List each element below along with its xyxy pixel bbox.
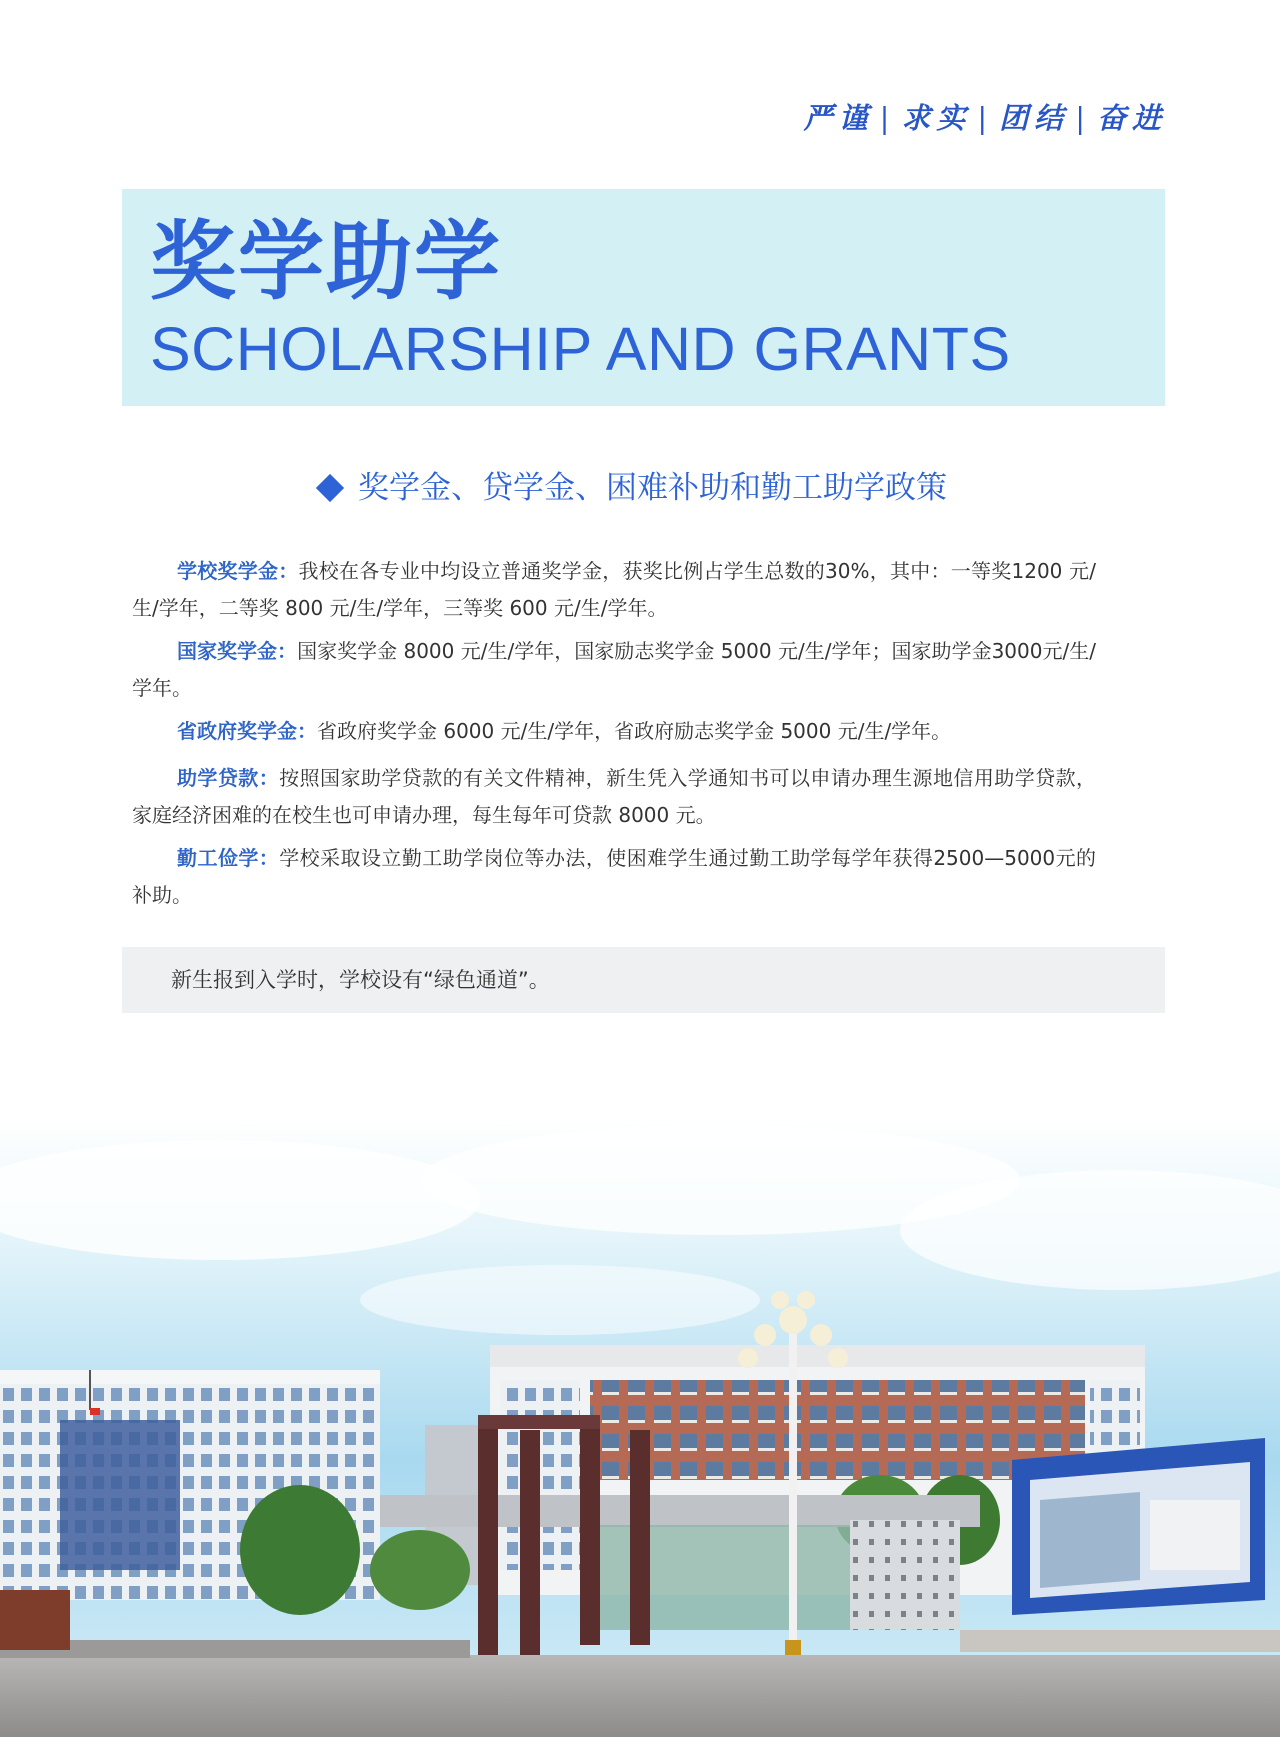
notice-text: 新生报到入学时，学校设有“绿色通道”。 (171, 968, 550, 992)
policy-label: 国家奖学金： (177, 639, 298, 663)
policy-paragraph (132, 760, 1096, 834)
campus-illustration (0, 1120, 1280, 1737)
section-heading-text: 奖学金、贷学金、困难补助和勤工助学政策 (358, 470, 947, 506)
diamond-bullet-icon (316, 473, 344, 501)
motto-separator: | (1075, 101, 1091, 135)
motto-item: 求实 (901, 101, 972, 135)
page-title-en: SCHOLARSHIP AND GRANTS (150, 315, 1011, 383)
policy-text: 省政府奖学金 6000 元/生/学年，省政府励志奖学金 5000 元/生/学年。 (317, 719, 952, 743)
policy-text: 按照国家助学贷款的有关文件精神，新生凭入学通知书可以申请办理生源地信用助学贷款，家庭经济困难的在校生也可申请办理，每生每年可贷款 8000 元。 (132, 766, 1097, 827)
motto-item: 严谨 (803, 101, 874, 135)
page-title-cn: 奖学助学 (150, 212, 502, 312)
policy-text: 学校采取设立勤工助学岗位等办法，使困难学生通过勤工助学每学年获得2500—5000元的补助。 (132, 846, 1097, 907)
policy-label: 助学贷款： (177, 766, 280, 790)
motto-item: 团结 (999, 101, 1070, 135)
title-banner (122, 189, 1165, 406)
green-channel-notice (122, 947, 1165, 1013)
section-heading (312, 468, 1012, 508)
policy-paragraph (132, 713, 1096, 750)
policy-text: 国家奖学金 8000 元/生/学年，国家励志奖学金 5000 元/生/学年；国家助学金3000元/生/学年。 (132, 639, 1096, 700)
policy-label: 学校奖学金： (177, 559, 299, 583)
school-motto (804, 96, 1167, 137)
policy-paragraph (132, 840, 1096, 914)
policy-list (132, 553, 1096, 920)
motto-separator: | (977, 101, 994, 135)
policy-paragraph (132, 553, 1096, 627)
policy-text: 我校在各专业中均设立普通奖学金，获奖比例占学生总数的30%，其中：一等奖1200 元/生/学年，二等奖 800 元/生/学年，三等奖 600 元/生/学年。 (132, 559, 1097, 620)
policy-label: 勤工俭学： (177, 846, 280, 870)
policy-paragraph (132, 633, 1096, 707)
motto-item: 奋进 (1096, 101, 1167, 135)
motto-separator: | (879, 101, 896, 135)
policy-label: 省政府奖学金： (177, 719, 317, 743)
campus-photo (0, 1120, 1280, 1737)
